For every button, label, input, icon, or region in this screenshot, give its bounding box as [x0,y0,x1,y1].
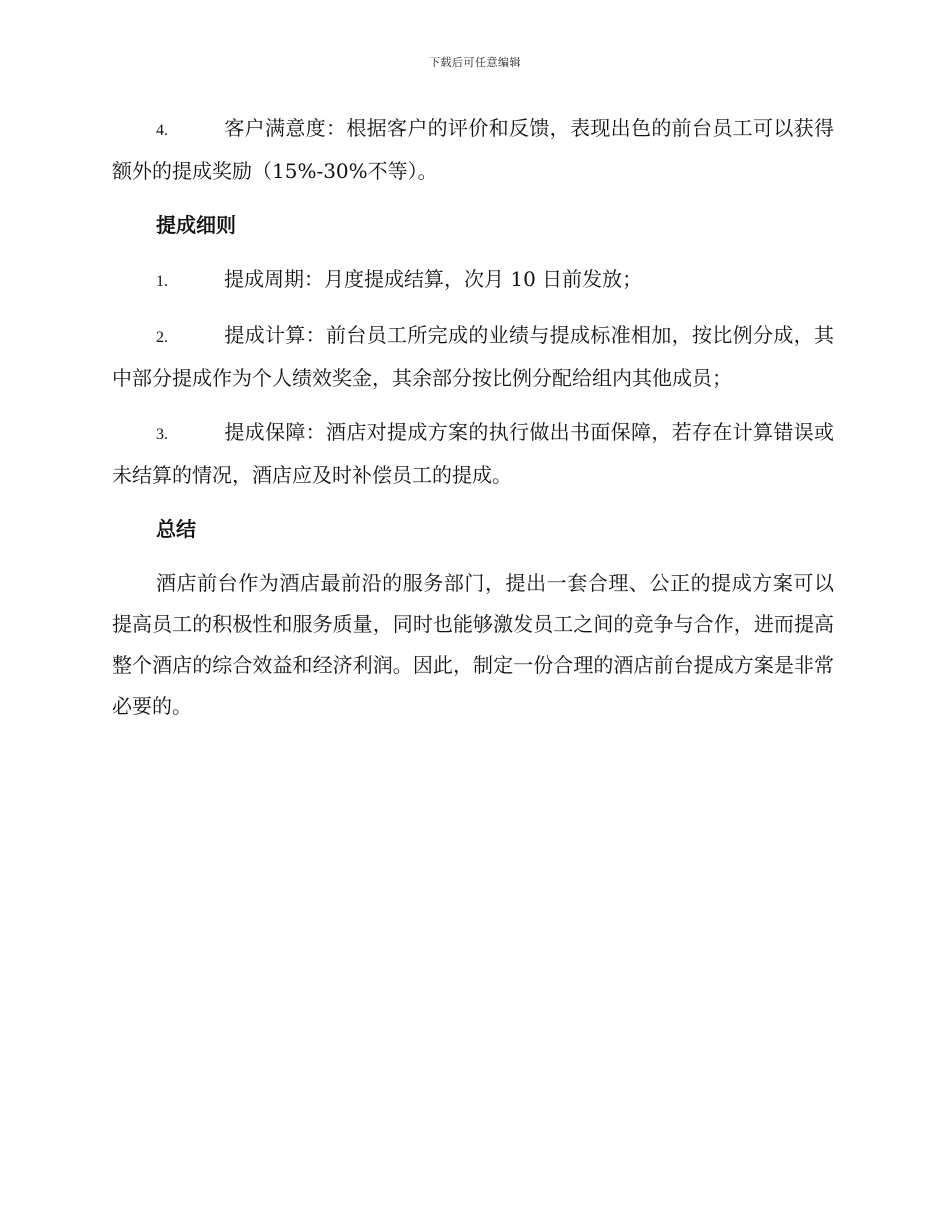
list-item-1 [112,259,834,302]
list-item-4 [112,108,834,192]
list-item-3 [112,412,834,496]
page-header: 下载后可任意编辑 [429,56,521,69]
list-item-text: 客户满意度：根据客户的评价和反馈，表现出色的前台员工可以获得额外的提成奖励（15%-30%不等）。 [112,116,834,183]
list-item-text: 提成周期：月度提成结算，次月 10 日前发放； [224,267,643,291]
section-heading-summary: 总结 [156,517,196,541]
section-heading-commission-rules: 提成细则 [156,213,236,237]
list-number: 1. [156,273,168,290]
summary-paragraph: 酒店前台作为酒店最前沿的服务部门，提出一套合理、公正的提成方案可以提高员工的积极性和服务质量，同时也能够激发员工之间的竞争与合作，进而提高整个酒店的综合效益和经济利润。因此，制定一份合理的酒店前台提成方案是非常必要的。 [112,571,834,718]
list-item-text: 提成计算：前台员工所完成的业绩与提成标准相加，按比例分成，其中部分提成作为个人绩效奖金，其余部分按比例分配给组内其他成员； [112,323,834,390]
list-item-2 [112,315,834,399]
list-item-text: 提成保障：酒店对提成方案的执行做出书面保障，若存在计算错误或未结算的情况，酒店应及时补偿员工的提成。 [112,420,834,487]
document-body [112,108,834,727]
list-number: 4. [156,122,168,139]
list-number: 2. [156,329,168,346]
list-number: 3. [156,426,168,443]
